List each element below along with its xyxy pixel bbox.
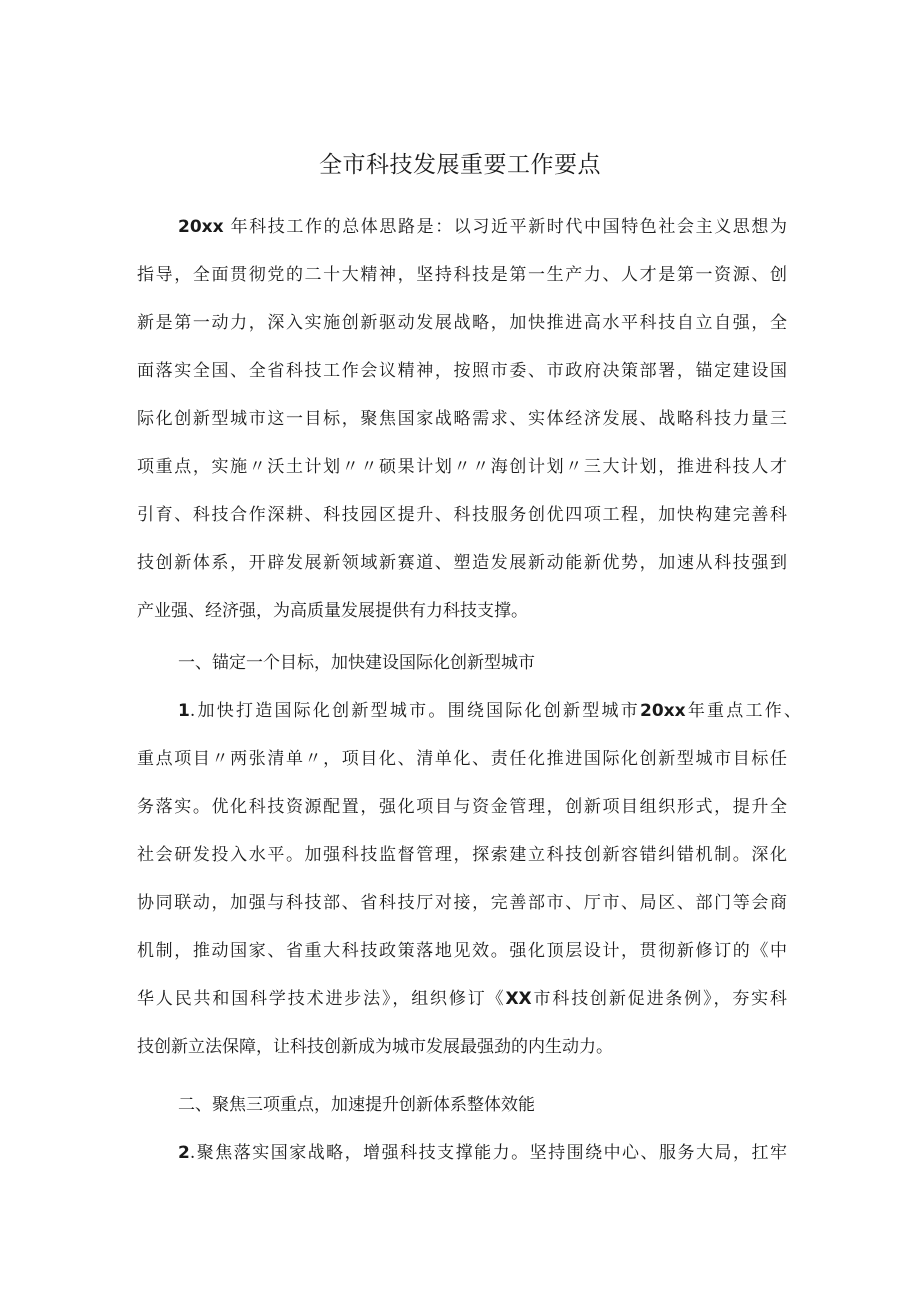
section-1-heading: 一、锚定一个目标，加快建设国际化创新型城市: [178, 653, 535, 673]
city-placeholder: XX: [505, 989, 532, 1009]
intro-line-7: 引育、科技合作深耕、科技园区提升、科技服务创优四项工程，加快构建完善科: [137, 505, 787, 525]
intro-line-2: 指导，全面贯彻党的二十大精神，坚持科技是第一生产力、人才是第一资源、创: [137, 265, 787, 285]
intro-line-6: 项重点，实施〃沃土计划〃〃硕果计划〃〃海创计划〃三大计划，推进科技人才: [137, 457, 787, 477]
intro-year: 20xx: [178, 217, 224, 237]
intro-line-5: 际化创新型城市这一目标，聚焦国家战略需求、实体经济发展、战略科技力量三: [137, 409, 787, 429]
section-1-line-7: 华人民共和国科学技术进步法》，组织修订《XX市科技创新促进条例》，夯实科: [137, 989, 788, 1009]
document-title: 全市科技发展重要工作要点: [319, 152, 601, 178]
section-1-item-1-line-1: 1.加快打造国际化创新型城市。围绕国际化创新型城市20xx年重点工作、: [178, 701, 802, 721]
intro-line-4: 面落实全国、全省科技工作会议精神，按照市委、市政府决策部署，锚定建设国: [137, 361, 787, 381]
section-1-line-4: 社会研发投入水平。加强科技监督管理，探索建立科技创新容错纠错机制。深化: [137, 845, 787, 865]
item-number-2: 2: [178, 1143, 190, 1163]
section-2-item-2-line-1: 2.聚焦落实国家战略，增强科技支撑能力。坚持围绕中心、服务大局，扛牢: [178, 1143, 787, 1163]
intro-line-9: 产业强、经济强，为高质量发展提供有力科技支撑。: [137, 601, 528, 621]
intro-line-3: 新是第一动力，深入实施创新驱动发展战略，加快推进高水平科技自立自强，全: [137, 313, 787, 333]
section-1-line-5: 协同联动，加强与科技部、省科技厅对接，完善部市、厅市、局区、部门等会商: [137, 893, 787, 913]
section-2-heading: 二、聚焦三项重点，加速提升创新体系整体效能: [178, 1095, 535, 1115]
item-1-year: 20xx: [639, 701, 686, 721]
section-1-line-3: 务落实。优化科技资源配置，强化项目与资金管理，创新项目组织形式，提升全: [137, 797, 787, 817]
item-number-1: 1: [178, 701, 190, 721]
intro-line-1: 20xx 年科技工作的总体思路是：以习近平新时代中国特色社会主义思想为: [178, 217, 788, 237]
section-1-line-2: 重点项目〃两张清单〃，项目化、清单化、责任化推进国际化创新型城市目标任: [137, 749, 787, 769]
section-1-line-8: 技创新立法保障，让科技创新成为城市发展最强劲的内生动力。: [137, 1037, 613, 1057]
intro-line-8: 技创新体系，开辟发展新领域新赛道、塑造发展新动能新优势，加速从科技强到: [137, 553, 787, 573]
section-1-line-6: 机制，推动国家、省重大科技政策落地见效。强化顶层设计，贯彻新修订的《中: [137, 941, 787, 961]
